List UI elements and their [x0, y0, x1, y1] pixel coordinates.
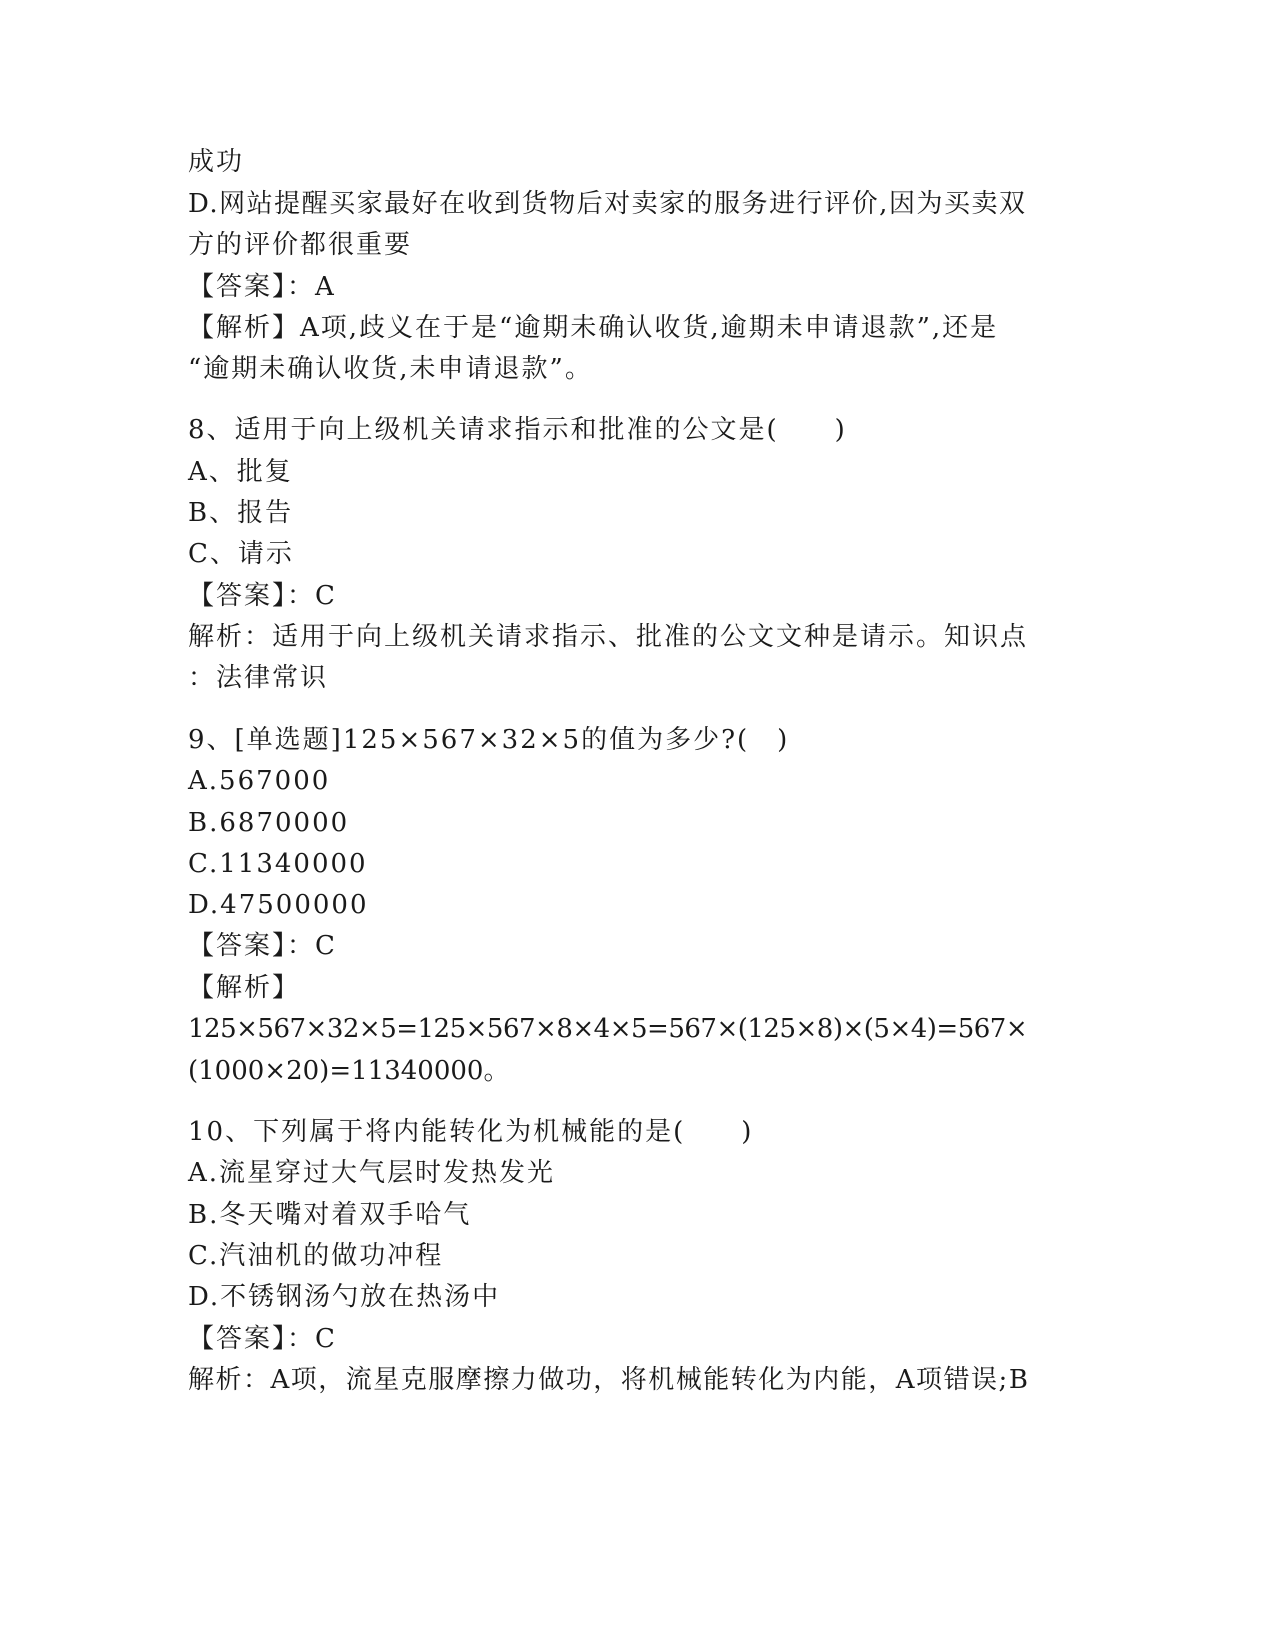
q8-option-a: A、批复: [188, 457, 293, 487]
q10-option-c: C.汽油机的做功冲程: [188, 1241, 444, 1271]
q9-stem: 9、[单选题]125×567×32×5的值为多少?( ): [188, 725, 790, 755]
q9-option-d: D.47500000: [188, 890, 369, 920]
prev-answer: 【答案】：A: [188, 272, 336, 302]
q10-option-a: A.流星穿过大气层时发热发光: [188, 1158, 556, 1188]
prev-option-d-line2: 方的评价都很重要: [188, 230, 413, 260]
q10-option-d: D.不锈钢汤勺放在热汤中: [188, 1282, 501, 1312]
prev-analysis-line2: “逾期未确认收货,未申请退款”。: [188, 354, 593, 384]
q9-answer: 【答案】：C: [188, 931, 337, 961]
q8-analysis-line1: 解析：适用于向上级机关请求指示、批准的公文文种是请示。知识点: [188, 622, 1029, 652]
q9-analysis-label: 【解析】: [188, 973, 301, 1003]
q9-analysis-line1: 125×567×32×5=125×567×8×4×5=567×(125×8)×(5×4)=567×: [188, 1014, 1028, 1044]
q10-analysis-line1: 解析：A项，流星克服摩擦力做功，将机械能转化为内能，A项错误;B: [188, 1365, 1030, 1395]
q9-option-a: A.567000: [188, 766, 331, 796]
q10-option-b: B.冬天嘴对着双手哈气: [188, 1200, 472, 1230]
prev-option-d-line1: D.网站提醒买家最好在收到货物后对卖家的服务进行评价,因为买卖双: [188, 189, 1027, 219]
q8-answer: 【答案】：C: [188, 581, 337, 611]
q8-option-b: B、报告: [188, 498, 294, 528]
q8-stem: 8、适用于向上级机关请求指示和批准的公文是( ): [188, 415, 847, 445]
prev-option-c-tail: 成功: [188, 147, 245, 177]
q9-option-b: B.6870000: [188, 808, 350, 838]
prev-analysis-line1: 【解析】A项,歧义在于是“逾期未确认收货,逾期未申请退款”,还是: [188, 313, 999, 343]
q9-option-c: C.11340000: [188, 849, 368, 879]
q10-stem: 10、下列属于将内能转化为机械能的是( ): [188, 1117, 754, 1147]
q9-analysis-line2: (1000×20)=11340000。: [188, 1056, 510, 1086]
q10-answer: 【答案】：C: [188, 1324, 337, 1354]
q8-analysis-line2: ：法律常识: [188, 663, 329, 693]
q8-option-c: C、请示: [188, 539, 294, 569]
